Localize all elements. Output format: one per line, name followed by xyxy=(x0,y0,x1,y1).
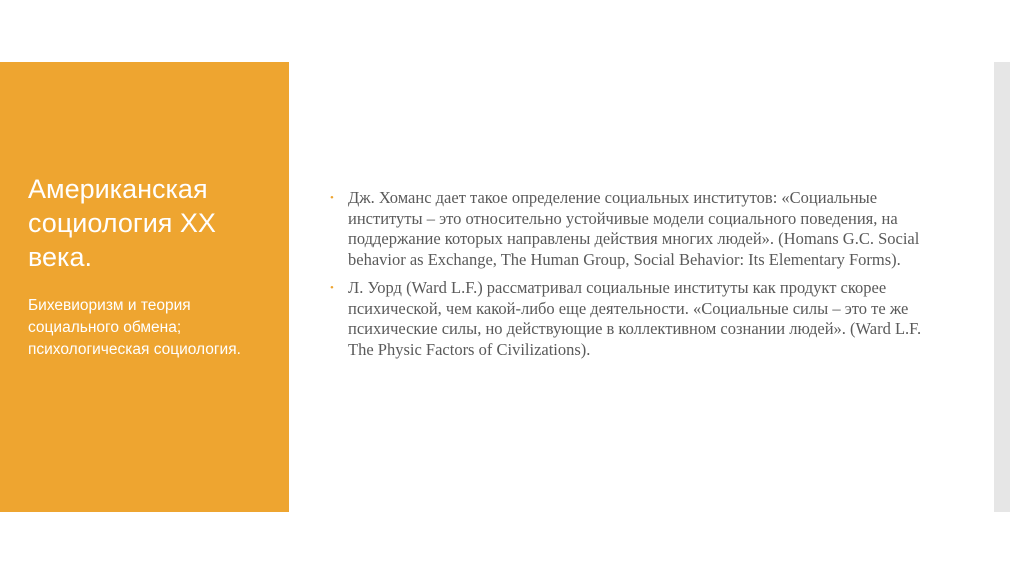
slide-title: Американская социология XX века. xyxy=(28,174,216,272)
bullet-marker-icon: • xyxy=(330,282,334,294)
scrollbar-thumb[interactable] xyxy=(994,62,1010,512)
bullet-list xyxy=(330,188,930,368)
bullet-item-homans xyxy=(330,188,930,270)
bullet-marker-icon: • xyxy=(330,192,334,204)
title-panel xyxy=(0,62,289,512)
slide xyxy=(0,62,994,512)
slide-subtitle: Бихевиоризм и теория социального обмена; психологическая социология. xyxy=(28,297,241,358)
bullet-text: Л. Уорд (Ward L.F.) рассматривал социальные институты как продукт скорее психической, чем какой-либо еще деятельности. «Социальные силы – это те же психические силы, но действующие в коллективном сознании людей». (Ward L.F. The Physic Factors of Civilizations). xyxy=(348,278,922,359)
bullet-text: Дж. Хоманс дает такое определение социальных институтов: «Социальные институты – это относительно устойчивые модели социального поведения, на поддержание которых направлены действия многих людей». (Homans G.C. Social behavior as Exchange, The Human Group, Social Behavior: Its Elementary Forms). xyxy=(348,188,920,269)
bullet-item-ward xyxy=(330,278,930,360)
vertical-scrollbar[interactable] xyxy=(994,62,1010,512)
